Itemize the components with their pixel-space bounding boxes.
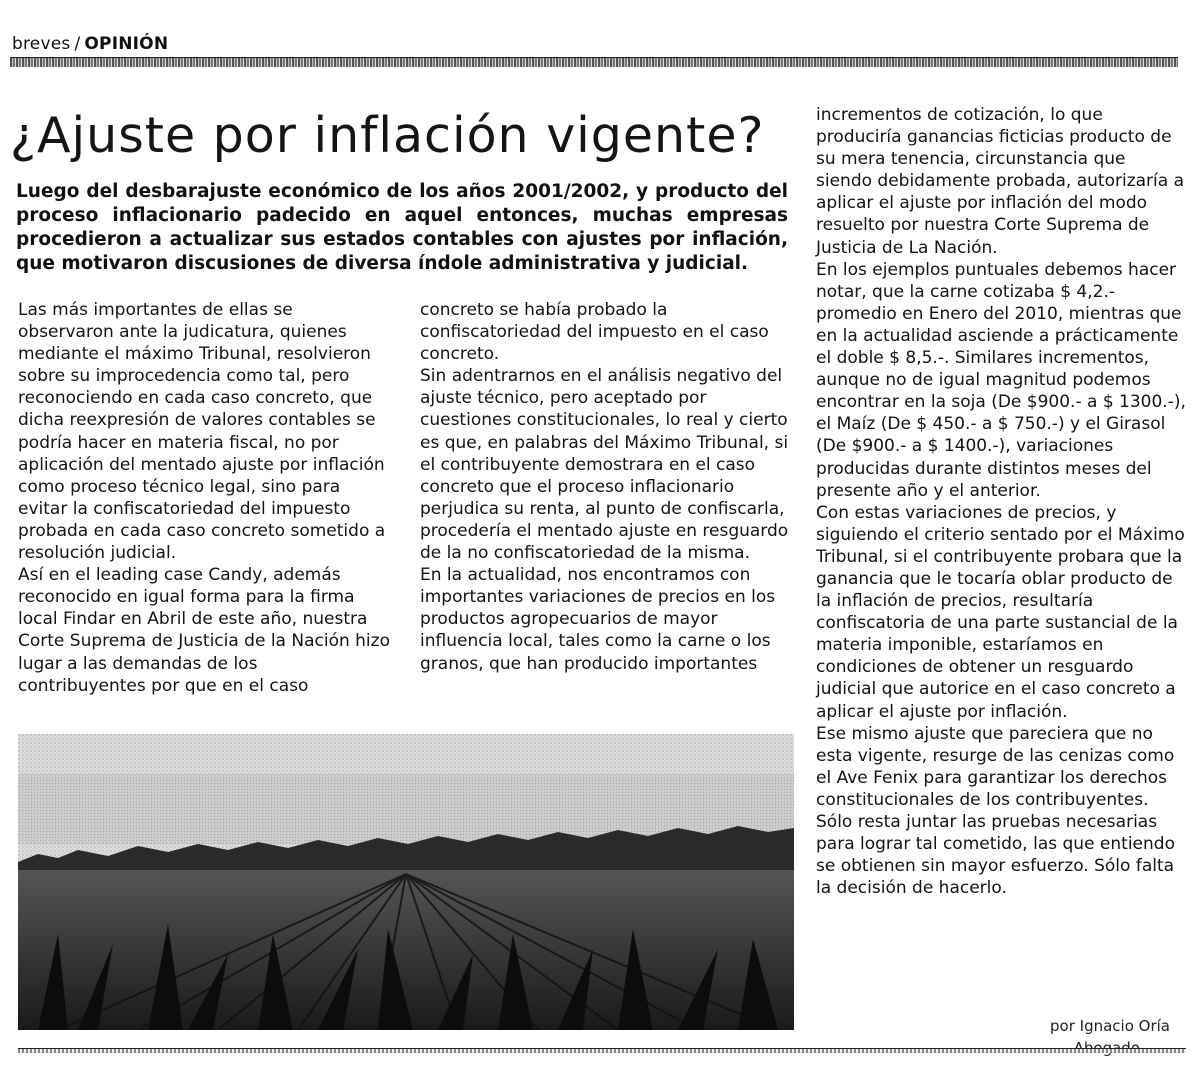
article-title: ¿Ajuste por inflación vigente? [10, 107, 765, 164]
paragraph: Así en el leading case Candy, además reconocido en igual forma para la firma local Findar en Abril de este año, nuestra Corte Suprema de Justicia de la Nación hizo lugar a las demandas de los contribuyentes por que en el caso [18, 565, 390, 696]
footer-rule [18, 1048, 1186, 1053]
paragraph: Sin adentrarnos en el análisis negativo del ajuste técnico, pero aceptado por cuestiones constitucionales, lo real y cierto es que, en palabras del Máximo Tribunal, si el contribuyente demostrara en el caso concreto que el proceso inflacionario perjudica su renta, al punto de confiscarla, procedería el mentado ajuste en resguardo de la no confiscatoriedad de la misma. [420, 366, 789, 564]
paragraph: En la actualidad, nos encontramos con importantes variaciones de precios en los productos agropecuarios de mayor influencia local, tales como la carne o los granos, que han producido importantes [420, 565, 776, 674]
paragraph: Con estas variaciones de precios, y siguiendo el criterio sentado por el Máximo Tribunal, si el contribuyente probara que la ganancia que le tocaría oblar producto de la inflación de precios, resultaría confiscatoria de una parte sustancial de la materia imponible, estaríamos en condiciones de obtener un resguardo judicial que autorice en el caso concreto a aplicar el ajuste por inflación. [816, 502, 1185, 722]
paragraph: Sólo resta juntar las pruebas necesarias para lograr tal cometido, las que entiendo se obtienen sin mayor esfuerzo. Sólo falta la decisión de hacerlo. [816, 812, 1175, 899]
paragraph: Las más importantes de ellas se observaron ante la judicatura, quienes mediante el máximo Tribunal, resolvieron sobre su improcedencia como tal, pero reconociendo en cada caso concreto, que dicha reexpresión de valores contables se podría hacer en materia fiscal, no por aplicación del mentado ajuste por inflación como proceso técnico legal, sino para evitar la confiscatoriedad del impuesto probada en cada caso concreto sometido a resolución judicial. [18, 300, 386, 564]
article-column-1 [18, 299, 390, 697]
paragraph: incrementos de cotización, lo que produciría ganancias ficticias producto de su mera tenencia, circunstancia que siendo debidamente probada, autorizaría a aplicar el ajuste por inflación del modo resuelto por nuestra Corte Suprema de Justicia de La Nación. [816, 105, 1184, 258]
section-label: breves [12, 34, 71, 54]
section-category: OPINIÓN [84, 34, 169, 54]
section-header [12, 34, 168, 54]
paragraph: concreto se había probado la confiscatoriedad del impuesto en el caso concreto. [420, 300, 769, 365]
section-separator: / [74, 34, 81, 54]
paragraph: En los ejemplos puntuales debemos hacer notar, que la carne cotizaba $ 4,2.- promedio en Enero del 2010, mientras que en la actualidad asciende a prácticamente el doble $ 8,5.-. Similares incrementos, aunque no de igual magnitud podemos encontrar en la soja (De $900.- a $ 1300.-), el Maíz (De $ 450.- a $ 750.-) y el Girasol (De $900.- a $ 1400.-), variaciones producidas durante distintos meses del presente año y el anterior. [816, 259, 1186, 501]
article-column-3 [816, 104, 1186, 899]
paragraph: Ese mismo ajuste que pareciera que no esta vigente, resurge de las cenizas como el Ave Fenix para garantizar los derechos constitucionales de los contribuyentes. [816, 723, 1175, 810]
byline-author: por Ignacio Oría [1050, 1017, 1170, 1035]
article-lede: Luego del desbarajuste económico de los años 2001/2002, y producto del proceso inflacionario padecido en aquel entonces, muchas empresas procedieron a actualizar sus estados contables con ajustes por inflación, que motivaron discusiones de diversa índole administrativa y judicial. [16, 181, 788, 274]
cornfield-photo [18, 734, 794, 1030]
article-column-2 [420, 299, 792, 675]
header-rule [10, 57, 1178, 67]
